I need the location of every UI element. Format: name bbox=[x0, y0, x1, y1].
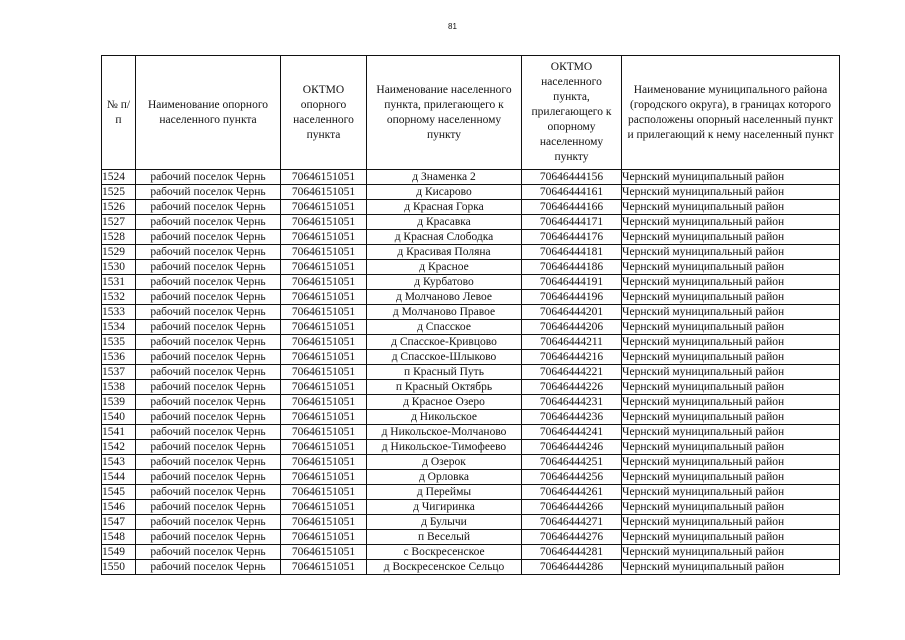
place-oktmo-cell: 70646444236 bbox=[522, 410, 622, 425]
place-name-cell: д Красная Слободка bbox=[367, 230, 522, 245]
row-number-cell: 1542 bbox=[102, 440, 136, 455]
place-oktmo-cell: 70646444216 bbox=[522, 350, 622, 365]
municipality-cell: Чернский муниципальный район bbox=[622, 515, 840, 530]
center-oktmo-cell: 70646151051 bbox=[281, 200, 367, 215]
row-number-cell: 1527 bbox=[102, 215, 136, 230]
municipality-cell: Чернский муниципальный район bbox=[622, 455, 840, 470]
center-oktmo-cell: 70646151051 bbox=[281, 530, 367, 545]
row-number-cell: 1547 bbox=[102, 515, 136, 530]
place-name-cell: д Чигиринка bbox=[367, 500, 522, 515]
row-number-cell: 1531 bbox=[102, 275, 136, 290]
center-name-cell: рабочий поселок Чернь bbox=[136, 530, 281, 545]
row-number-cell: 1550 bbox=[102, 560, 136, 575]
center-oktmo-cell: 70646151051 bbox=[281, 230, 367, 245]
center-name-cell: рабочий поселок Чернь bbox=[136, 320, 281, 335]
center-oktmo-cell: 70646151051 bbox=[281, 185, 367, 200]
place-name-cell: д Воскресенское Сельцо bbox=[367, 560, 522, 575]
place-name-cell: д Спасское-Кривцово bbox=[367, 335, 522, 350]
place-name-cell: д Никольское-Молчаново bbox=[367, 425, 522, 440]
place-name-cell: д Никольское bbox=[367, 410, 522, 425]
center-oktmo-cell: 70646151051 bbox=[281, 560, 367, 575]
center-name-cell: рабочий поселок Чернь bbox=[136, 335, 281, 350]
municipality-cell: Чернский муниципальный район bbox=[622, 200, 840, 215]
center-name-cell: рабочий поселок Чернь bbox=[136, 410, 281, 425]
municipality-cell: Чернский муниципальный район bbox=[622, 440, 840, 455]
place-oktmo-cell: 70646444161 bbox=[522, 185, 622, 200]
row-number-cell: 1526 bbox=[102, 200, 136, 215]
row-number-cell: 1544 bbox=[102, 470, 136, 485]
table-row bbox=[102, 275, 840, 290]
place-name-cell: д Булычи bbox=[367, 515, 522, 530]
table-row bbox=[102, 410, 840, 425]
place-oktmo-cell: 70646444186 bbox=[522, 260, 622, 275]
place-oktmo-cell: 70646444276 bbox=[522, 530, 622, 545]
page-number: 81 bbox=[448, 22, 457, 31]
place-name-cell: д Орловка bbox=[367, 470, 522, 485]
table-row bbox=[102, 470, 840, 485]
center-oktmo-cell: 70646151051 bbox=[281, 365, 367, 380]
center-oktmo-cell: 70646151051 bbox=[281, 245, 367, 260]
center-name-cell: рабочий поселок Чернь bbox=[136, 245, 281, 260]
place-oktmo-cell: 70646444246 bbox=[522, 440, 622, 455]
table-row bbox=[102, 185, 840, 200]
place-name-cell: п Красный Путь bbox=[367, 365, 522, 380]
municipality-cell: Чернский муниципальный район bbox=[622, 500, 840, 515]
municipality-cell: Чернский муниципальный район bbox=[622, 185, 840, 200]
row-number-cell: 1538 bbox=[102, 380, 136, 395]
row-number-cell: 1530 bbox=[102, 260, 136, 275]
municipality-cell: Чернский муниципальный район bbox=[622, 335, 840, 350]
center-name-cell: рабочий поселок Чернь bbox=[136, 560, 281, 575]
table-row bbox=[102, 305, 840, 320]
place-name-cell: д Никольское-Тимофеево bbox=[367, 440, 522, 455]
center-name-cell: рабочий поселок Чернь bbox=[136, 305, 281, 320]
place-oktmo-cell: 70646444176 bbox=[522, 230, 622, 245]
center-oktmo-cell: 70646151051 bbox=[281, 485, 367, 500]
center-oktmo-cell: 70646151051 bbox=[281, 410, 367, 425]
municipality-cell: Чернский муниципальный район bbox=[622, 530, 840, 545]
table-row bbox=[102, 455, 840, 470]
settlements-table bbox=[101, 55, 840, 575]
row-number-cell: 1545 bbox=[102, 485, 136, 500]
place-oktmo-cell: 70646444286 bbox=[522, 560, 622, 575]
center-oktmo-cell: 70646151051 bbox=[281, 215, 367, 230]
header-center: Наименование опорного населенного пункта bbox=[136, 56, 281, 170]
header-num: № п/п bbox=[102, 56, 136, 170]
row-number-cell: 1541 bbox=[102, 425, 136, 440]
table-row bbox=[102, 320, 840, 335]
table-row bbox=[102, 350, 840, 365]
table-row bbox=[102, 260, 840, 275]
center-name-cell: рабочий поселок Чернь bbox=[136, 515, 281, 530]
table-row bbox=[102, 425, 840, 440]
place-oktmo-cell: 70646444266 bbox=[522, 500, 622, 515]
place-name-cell: д Знаменка 2 bbox=[367, 170, 522, 185]
center-oktmo-cell: 70646151051 bbox=[281, 305, 367, 320]
place-oktmo-cell: 70646444226 bbox=[522, 380, 622, 395]
municipality-cell: Чернский муниципальный район bbox=[622, 560, 840, 575]
center-oktmo-cell: 70646151051 bbox=[281, 290, 367, 305]
municipality-cell: Чернский муниципальный район bbox=[622, 350, 840, 365]
row-number-cell: 1532 bbox=[102, 290, 136, 305]
municipality-cell: Чернский муниципальный район bbox=[622, 410, 840, 425]
row-number-cell: 1537 bbox=[102, 365, 136, 380]
center-name-cell: рабочий поселок Чернь bbox=[136, 500, 281, 515]
place-name-cell: д Красная Горка bbox=[367, 200, 522, 215]
place-name-cell: д Красное bbox=[367, 260, 522, 275]
center-oktmo-cell: 70646151051 bbox=[281, 350, 367, 365]
table-row bbox=[102, 230, 840, 245]
header-row bbox=[102, 56, 840, 170]
table-row bbox=[102, 500, 840, 515]
row-number-cell: 1535 bbox=[102, 335, 136, 350]
center-name-cell: рабочий поселок Чернь bbox=[136, 380, 281, 395]
place-oktmo-cell: 70646444211 bbox=[522, 335, 622, 350]
place-name-cell: д Кисарово bbox=[367, 185, 522, 200]
center-name-cell: рабочий поселок Чернь bbox=[136, 170, 281, 185]
center-oktmo-cell: 70646151051 bbox=[281, 380, 367, 395]
center-oktmo-cell: 70646151051 bbox=[281, 320, 367, 335]
table-row bbox=[102, 530, 840, 545]
table-row bbox=[102, 515, 840, 530]
center-oktmo-cell: 70646151051 bbox=[281, 455, 367, 470]
municipality-cell: Чернский муниципальный район bbox=[622, 305, 840, 320]
row-number-cell: 1543 bbox=[102, 455, 136, 470]
place-name-cell: п Веселый bbox=[367, 530, 522, 545]
row-number-cell: 1533 bbox=[102, 305, 136, 320]
header-municipality: Наименование муниципального района (городского округа), в границах которого расположены опорный населенный пункт и прилегающий к нему населенный пункт bbox=[622, 56, 840, 170]
center-oktmo-cell: 70646151051 bbox=[281, 335, 367, 350]
center-name-cell: рабочий поселок Чернь bbox=[136, 260, 281, 275]
table-row bbox=[102, 215, 840, 230]
row-number-cell: 1534 bbox=[102, 320, 136, 335]
row-number-cell: 1529 bbox=[102, 245, 136, 260]
header-oktmo: ОКТМО опорного населенного пункта bbox=[281, 56, 367, 170]
center-name-cell: рабочий поселок Чернь bbox=[136, 275, 281, 290]
place-name-cell: д Молчаново Левое bbox=[367, 290, 522, 305]
table-body bbox=[102, 170, 840, 575]
table-row bbox=[102, 335, 840, 350]
table-row bbox=[102, 440, 840, 455]
place-name-cell: п Красный Октябрь bbox=[367, 380, 522, 395]
municipality-cell: Чернский муниципальный район bbox=[622, 260, 840, 275]
place-oktmo-cell: 70646444171 bbox=[522, 215, 622, 230]
center-oktmo-cell: 70646151051 bbox=[281, 275, 367, 290]
municipality-cell: Чернский муниципальный район bbox=[622, 320, 840, 335]
center-name-cell: рабочий поселок Чернь bbox=[136, 440, 281, 455]
table-row bbox=[102, 395, 840, 410]
center-oktmo-cell: 70646151051 bbox=[281, 395, 367, 410]
center-oktmo-cell: 70646151051 bbox=[281, 425, 367, 440]
row-number-cell: 1525 bbox=[102, 185, 136, 200]
place-name-cell: д Озерок bbox=[367, 455, 522, 470]
table-row bbox=[102, 170, 840, 185]
place-oktmo-cell: 70646444261 bbox=[522, 485, 622, 500]
place-oktmo-cell: 70646444231 bbox=[522, 395, 622, 410]
place-name-cell: д Спасское-Шлыково bbox=[367, 350, 522, 365]
center-name-cell: рабочий поселок Чернь bbox=[136, 395, 281, 410]
place-oktmo-cell: 70646444201 bbox=[522, 305, 622, 320]
municipality-cell: Чернский муниципальный район bbox=[622, 230, 840, 245]
center-name-cell: рабочий поселок Чернь bbox=[136, 485, 281, 500]
row-number-cell: 1539 bbox=[102, 395, 136, 410]
place-name-cell: с Воскресенское bbox=[367, 545, 522, 560]
center-oktmo-cell: 70646151051 bbox=[281, 515, 367, 530]
place-name-cell: д Переймы bbox=[367, 485, 522, 500]
place-oktmo-cell: 70646444251 bbox=[522, 455, 622, 470]
center-name-cell: рабочий поселок Чернь bbox=[136, 215, 281, 230]
municipality-cell: Чернский муниципальный район bbox=[622, 395, 840, 410]
table-row bbox=[102, 290, 840, 305]
municipality-cell: Чернский муниципальный район bbox=[622, 425, 840, 440]
row-number-cell: 1546 bbox=[102, 500, 136, 515]
municipality-cell: Чернский муниципальный район bbox=[622, 170, 840, 185]
center-name-cell: рабочий поселок Чернь bbox=[136, 365, 281, 380]
table-row bbox=[102, 380, 840, 395]
table-row bbox=[102, 560, 840, 575]
center-name-cell: рабочий поселок Чернь bbox=[136, 290, 281, 305]
place-name-cell: д Молчаново Правое bbox=[367, 305, 522, 320]
center-oktmo-cell: 70646151051 bbox=[281, 500, 367, 515]
table-header bbox=[102, 56, 840, 170]
table-row bbox=[102, 485, 840, 500]
row-number-cell: 1549 bbox=[102, 545, 136, 560]
place-oktmo-cell: 70646444206 bbox=[522, 320, 622, 335]
municipality-cell: Чернский муниципальный район bbox=[622, 275, 840, 290]
municipality-cell: Чернский муниципальный район bbox=[622, 215, 840, 230]
center-name-cell: рабочий поселок Чернь bbox=[136, 350, 281, 365]
row-number-cell: 1528 bbox=[102, 230, 136, 245]
place-oktmo-cell: 70646444181 bbox=[522, 245, 622, 260]
row-number-cell: 1524 bbox=[102, 170, 136, 185]
municipality-cell: Чернский муниципальный район bbox=[622, 545, 840, 560]
place-name-cell: д Красное Озеро bbox=[367, 395, 522, 410]
row-number-cell: 1548 bbox=[102, 530, 136, 545]
place-oktmo-cell: 70646444241 bbox=[522, 425, 622, 440]
place-oktmo-cell: 70646444281 bbox=[522, 545, 622, 560]
municipality-cell: Чернский муниципальный район bbox=[622, 365, 840, 380]
place-oktmo-cell: 70646444166 bbox=[522, 200, 622, 215]
place-oktmo-cell: 70646444256 bbox=[522, 470, 622, 485]
table-row bbox=[102, 245, 840, 260]
center-name-cell: рабочий поселок Чернь bbox=[136, 200, 281, 215]
center-oktmo-cell: 70646151051 bbox=[281, 440, 367, 455]
header-place: Наименование населенного пункта, прилегающего к опорному населенному пункту bbox=[367, 56, 522, 170]
center-name-cell: рабочий поселок Чернь bbox=[136, 230, 281, 245]
place-oktmo-cell: 70646444271 bbox=[522, 515, 622, 530]
municipality-cell: Чернский муниципальный район bbox=[622, 485, 840, 500]
place-name-cell: д Спасское bbox=[367, 320, 522, 335]
place-name-cell: д Красавка bbox=[367, 215, 522, 230]
center-name-cell: рабочий поселок Чернь bbox=[136, 425, 281, 440]
row-number-cell: 1536 bbox=[102, 350, 136, 365]
table-row bbox=[102, 200, 840, 215]
municipality-cell: Чернский муниципальный район bbox=[622, 470, 840, 485]
row-number-cell: 1540 bbox=[102, 410, 136, 425]
municipality-cell: Чернский муниципальный район bbox=[622, 290, 840, 305]
place-oktmo-cell: 70646444191 bbox=[522, 275, 622, 290]
place-name-cell: д Курбатово bbox=[367, 275, 522, 290]
center-name-cell: рабочий поселок Чернь bbox=[136, 470, 281, 485]
municipality-cell: Чернский муниципальный район bbox=[622, 245, 840, 260]
place-oktmo-cell: 70646444196 bbox=[522, 290, 622, 305]
municipality-cell: Чернский муниципальный район bbox=[622, 380, 840, 395]
header-place-oktmo: ОКТМО населенного пункта, прилегающего к опорному населенному пункту bbox=[522, 56, 622, 170]
center-oktmo-cell: 70646151051 bbox=[281, 545, 367, 560]
place-oktmo-cell: 70646444221 bbox=[522, 365, 622, 380]
center-name-cell: рабочий поселок Чернь bbox=[136, 455, 281, 470]
table-row bbox=[102, 365, 840, 380]
place-name-cell: д Красивая Поляна bbox=[367, 245, 522, 260]
place-oktmo-cell: 70646444156 bbox=[522, 170, 622, 185]
center-oktmo-cell: 70646151051 bbox=[281, 260, 367, 275]
center-name-cell: рабочий поселок Чернь bbox=[136, 185, 281, 200]
center-oktmo-cell: 70646151051 bbox=[281, 170, 367, 185]
center-oktmo-cell: 70646151051 bbox=[281, 470, 367, 485]
center-name-cell: рабочий поселок Чернь bbox=[136, 545, 281, 560]
table-row bbox=[102, 545, 840, 560]
